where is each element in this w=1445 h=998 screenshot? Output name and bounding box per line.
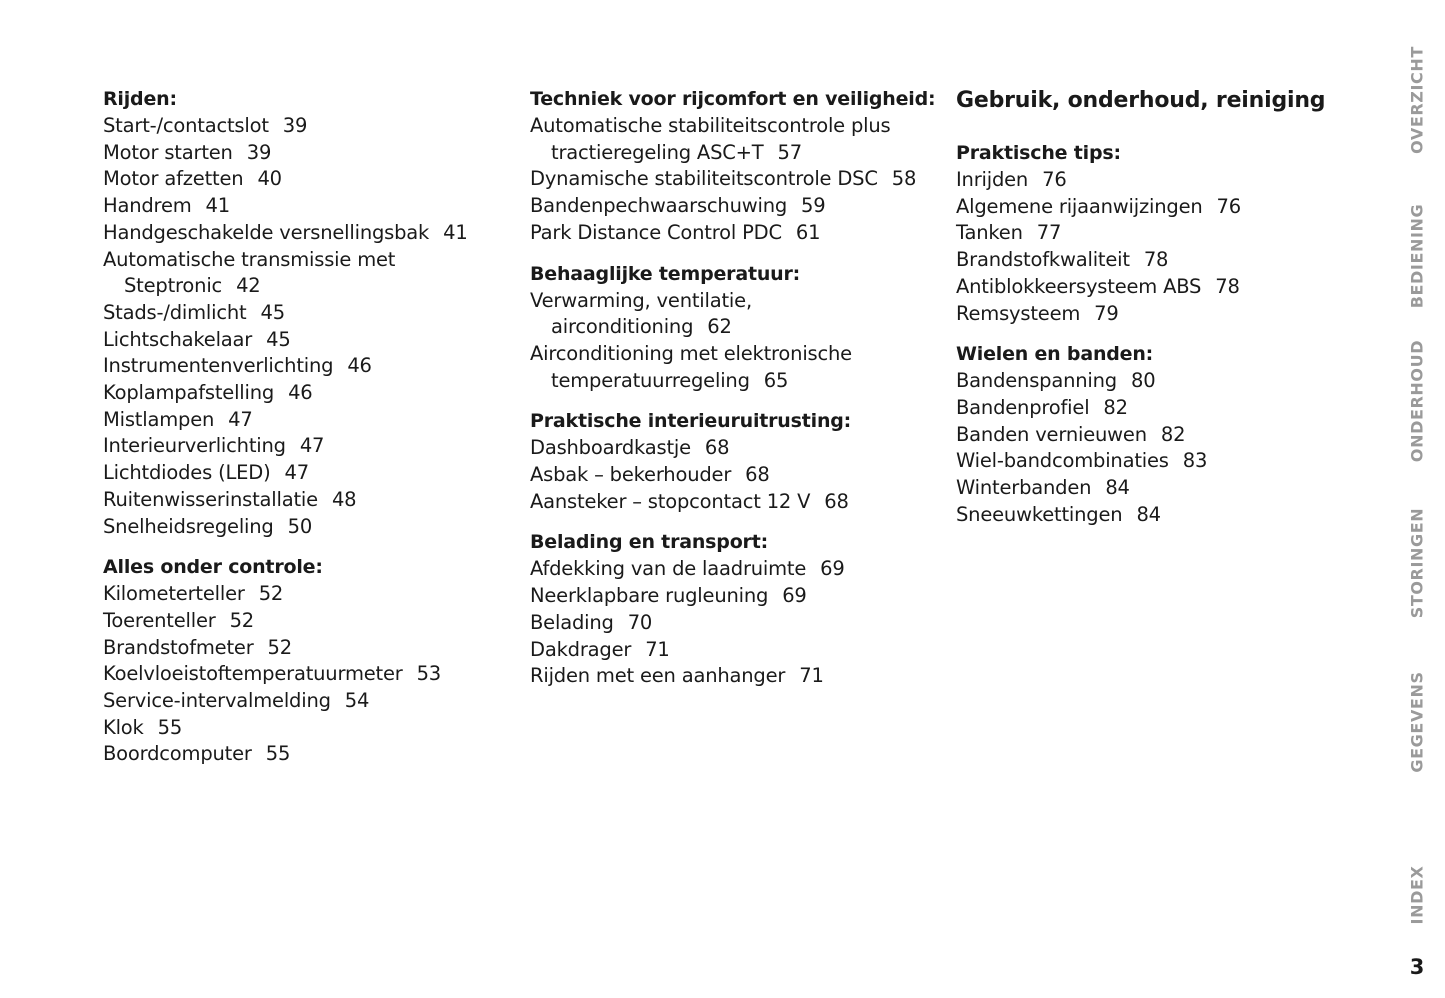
- entry-page-number: 82: [1103, 395, 1128, 419]
- index-entry[interactable]: [530, 610, 930, 637]
- index-entry[interactable]: [530, 435, 930, 462]
- index-entry[interactable]: [103, 407, 513, 434]
- entry-label: Koplampafstelling: [103, 381, 275, 405]
- entry-label: Mistlampen: [103, 407, 215, 431]
- index-entry-continuation[interactable]: [530, 368, 930, 395]
- index-entry[interactable]: [530, 341, 930, 368]
- index-section: [530, 86, 936, 247]
- entry-label: Sneeuwkettingen: [956, 502, 1123, 526]
- entry-label: Remsysteem: [956, 301, 1081, 325]
- index-section: [530, 529, 930, 690]
- entry-label: Koelvloeistoftemperatuurmeter: [103, 662, 403, 686]
- section-heading: Techniek voor rijcomfort en veiligheid:: [530, 88, 936, 110]
- index-entry[interactable]: [103, 460, 513, 487]
- entry-page-number: 83: [1182, 449, 1208, 473]
- entry-page-number: 47: [284, 461, 309, 485]
- index-entry[interactable]: [530, 193, 930, 220]
- entry-page-number: 71: [645, 637, 670, 661]
- entry-page-number: 52: [258, 582, 284, 606]
- index-entry[interactable]: [103, 635, 513, 662]
- index-section: [530, 261, 930, 395]
- index-entry[interactable]: [103, 166, 513, 193]
- index-entry[interactable]: [103, 353, 513, 380]
- tab-label: BEDIENING: [1407, 203, 1427, 309]
- index-entry[interactable]: [530, 489, 930, 516]
- entry-label: Handrem: [103, 194, 192, 218]
- entry-page-number: 70: [627, 610, 653, 634]
- entry-label: Antiblokkeersysteem ABS: [956, 274, 1202, 298]
- entry-page-number: 68: [824, 489, 849, 513]
- entry-page-number: 62: [707, 315, 732, 339]
- index-section: [530, 408, 930, 515]
- entry-page-number: 61: [795, 220, 821, 244]
- entry-label: Automatische transmissie met: [103, 247, 396, 271]
- entry-label: Stads-/dimlicht: [103, 300, 247, 324]
- entry-label: Motor afzetten: [103, 167, 244, 191]
- entry-page-number: 45: [266, 327, 291, 351]
- index-entry[interactable]: [530, 288, 930, 315]
- contents-column-1: [103, 86, 513, 782]
- entry-label: Boordcomputer: [103, 742, 252, 766]
- section-heading: Praktische interieuruitrusting:: [530, 410, 852, 433]
- entry-page-number: 69: [820, 557, 845, 581]
- index-entry[interactable]: [956, 220, 1336, 247]
- entry-page-number: 55: [265, 742, 291, 766]
- entry-label: Banden vernieuwen: [956, 422, 1147, 446]
- index-entry[interactable]: [103, 514, 513, 541]
- contents-column-2: [530, 86, 936, 704]
- index-entry-continuation[interactable]: [530, 314, 930, 341]
- entry-label: Handgeschakelde versnellingsbak: [103, 220, 430, 244]
- entry-label-continued: Steptronic: [124, 274, 223, 298]
- entry-page-number: 59: [801, 194, 826, 218]
- section-heading: Rijden:: [103, 88, 177, 110]
- entry-label: Belading: [530, 610, 614, 634]
- index-entry[interactable]: [530, 556, 930, 583]
- entry-page-number: 82: [1160, 422, 1186, 446]
- index-entry[interactable]: [103, 581, 513, 608]
- entry-label: Instrumentenverlichting: [103, 354, 334, 378]
- entry-label: Aansteker – stopcontact 12 V: [530, 489, 811, 513]
- entry-label: Klok: [103, 715, 144, 739]
- entry-page-number: 54: [344, 689, 370, 713]
- tab-label: STORINGEN: [1407, 507, 1427, 619]
- section-heading: Belading en transport:: [530, 531, 768, 554]
- entry-label: Tanken: [956, 221, 1023, 245]
- entry-label: Service-intervalmelding: [103, 689, 331, 713]
- entry-label: Snelheidsregeling: [103, 514, 274, 538]
- index-entry[interactable]: [103, 140, 513, 167]
- index-entry[interactable]: [103, 113, 513, 140]
- tab-label: OVERZICHT: [1407, 46, 1427, 154]
- entry-page-number: 53: [416, 662, 442, 686]
- index-entry[interactable]: [103, 300, 513, 327]
- index-entry[interactable]: [956, 368, 1336, 395]
- entry-page-number: 77: [1036, 221, 1062, 245]
- index-entry[interactable]: [530, 462, 930, 489]
- entry-page-number: 47: [299, 434, 325, 458]
- entry-page-number: 55: [157, 715, 183, 739]
- entry-page-number: 41: [443, 220, 468, 244]
- entry-label: Asbak – bekerhouder: [530, 463, 732, 487]
- index-entry[interactable]: [530, 220, 930, 247]
- index-entry[interactable]: [103, 247, 513, 274]
- index-entry[interactable]: [956, 395, 1336, 422]
- section-heading: Praktische tips:: [956, 142, 1121, 164]
- entry-label: Neerklapbare rugleuning: [530, 584, 769, 608]
- entry-label: Motor starten: [103, 140, 233, 164]
- entry-page-number: 80: [1130, 369, 1156, 393]
- page-number: 3: [1409, 955, 1425, 979]
- section-heading: Wielen en banden:: [956, 343, 1154, 366]
- entry-label: Kilometerteller: [103, 582, 245, 606]
- entry-page-number: 39: [282, 114, 308, 137]
- entry-label: Rijden met een aanhanger: [530, 664, 786, 688]
- entry-label: Inrijden: [956, 168, 1029, 191]
- entry-page-number: 76: [1216, 194, 1241, 218]
- entry-page-number: 71: [799, 664, 824, 688]
- index-entry[interactable]: [956, 475, 1336, 502]
- index-entry[interactable]: [103, 380, 513, 407]
- entry-page-number: 52: [229, 608, 254, 632]
- entry-label-continued: temperatuurregeling: [551, 368, 750, 392]
- index-entry[interactable]: [530, 637, 930, 664]
- entry-label: Lichtdiodes (LED): [103, 461, 271, 485]
- entry-label: Dashboardkastje: [530, 436, 691, 460]
- entry-page-number: 40: [257, 167, 282, 191]
- index-entry[interactable]: [103, 715, 513, 742]
- index-entry[interactable]: [956, 194, 1336, 221]
- entry-label: Toerenteller: [103, 608, 216, 632]
- index-entry-continuation[interactable]: [530, 140, 930, 167]
- index-entry[interactable]: [956, 422, 1336, 449]
- entry-page-number: 57: [777, 140, 802, 164]
- tab-label: GEGEVENS: [1407, 671, 1427, 773]
- entry-label: Brandstofkwaliteit: [956, 248, 1130, 272]
- entry-label: Start-/contactslot: [103, 114, 269, 137]
- entry-page-number: 42: [236, 274, 261, 298]
- entry-label: Verwarming, ventilatie,: [530, 288, 752, 312]
- contents-column-3: [956, 86, 1336, 542]
- entry-page-number: 69: [782, 584, 807, 608]
- index-section: [103, 86, 513, 540]
- index-entry[interactable]: [103, 193, 513, 220]
- index-entry[interactable]: [103, 661, 513, 688]
- index-entry[interactable]: [956, 448, 1336, 475]
- index-entry[interactable]: [956, 274, 1336, 301]
- index-entry[interactable]: [103, 688, 513, 715]
- index-entry[interactable]: [103, 741, 513, 768]
- entry-label: Park Distance Control PDC: [530, 220, 782, 244]
- entry-page-number: 46: [347, 354, 372, 378]
- index-entry[interactable]: [103, 433, 513, 460]
- entry-label: Automatische stabiliteitscontrole plus: [530, 114, 891, 137]
- entry-page-number: 78: [1215, 274, 1240, 298]
- index-entry[interactable]: [956, 167, 1336, 194]
- entry-page-number: 79: [1094, 301, 1119, 325]
- index-entry[interactable]: [103, 487, 513, 514]
- section-heading: Alles onder controle:: [103, 556, 323, 579]
- index-entry[interactable]: [530, 583, 930, 610]
- index-entry[interactable]: [103, 327, 513, 354]
- entry-page-number: 45: [260, 300, 285, 324]
- entry-label: Brandstofmeter: [103, 635, 254, 659]
- entry-label: Bandenspanning: [956, 369, 1117, 393]
- entry-page-number: 52: [267, 635, 292, 659]
- entry-label: Algemene rijaanwijzingen: [956, 194, 1203, 218]
- entry-page-number: 39: [246, 140, 272, 164]
- tab-label: ONDERHOUD: [1407, 339, 1427, 463]
- entry-page-number: 78: [1143, 248, 1169, 272]
- entry-label: Bandenprofiel: [956, 395, 1090, 419]
- entry-label: Lichtschakelaar: [103, 327, 253, 351]
- entry-label: Winterbanden: [956, 476, 1092, 500]
- entry-label-continued: tractieregeling ASC+T: [551, 140, 764, 164]
- index-entry[interactable]: [530, 113, 930, 140]
- entry-label-continued: airconditioning: [551, 315, 694, 339]
- index-section: [956, 140, 1336, 327]
- entry-page-number: 48: [331, 487, 357, 511]
- entry-label: Ruitenwisserinstallatie: [103, 487, 318, 511]
- entry-page-number: 76: [1042, 168, 1067, 191]
- entry-page-number: 84: [1136, 502, 1161, 526]
- index-entry[interactable]: [103, 220, 513, 247]
- index-entry[interactable]: [956, 247, 1336, 274]
- entry-label: Dynamische stabiliteitscontrole DSC: [530, 167, 878, 191]
- entry-page-number: 41: [205, 194, 230, 218]
- index-entry[interactable]: [956, 502, 1336, 529]
- entry-page-number: 47: [228, 407, 253, 431]
- entry-label: Interieurverlichting: [103, 434, 286, 458]
- section-heading: Behaaglijke temperatuur:: [530, 262, 801, 285]
- index-entry[interactable]: [103, 608, 513, 635]
- entry-label: Wiel-bandcombinaties: [956, 449, 1169, 473]
- entry-label: Bandenpechwaarschuwing: [530, 194, 788, 218]
- index-section: [956, 341, 1336, 528]
- entry-page-number: 46: [288, 381, 313, 405]
- index-entry[interactable]: [956, 301, 1336, 328]
- index-entry-continuation[interactable]: [103, 273, 513, 300]
- index-entry[interactable]: [530, 663, 930, 690]
- index-entry[interactable]: [530, 166, 930, 193]
- entry-label: Airconditioning met elektronische: [530, 341, 852, 365]
- entry-label: Afdekking van de laadruimte: [530, 557, 807, 581]
- entry-page-number: 84: [1105, 476, 1130, 500]
- tab-label: INDEX: [1407, 865, 1427, 925]
- entry-page-number: 68: [745, 463, 770, 487]
- index-section: [103, 554, 513, 768]
- entry-page-number: 68: [704, 436, 730, 460]
- chapter-heading: Gebruik, onderhoud, reiniging: [956, 88, 1326, 113]
- entry-page-number: 50: [287, 514, 313, 538]
- entry-page-number: 58: [891, 167, 917, 191]
- entry-label: Dakdrager: [530, 637, 632, 661]
- entry-page-number: 65: [763, 368, 789, 392]
